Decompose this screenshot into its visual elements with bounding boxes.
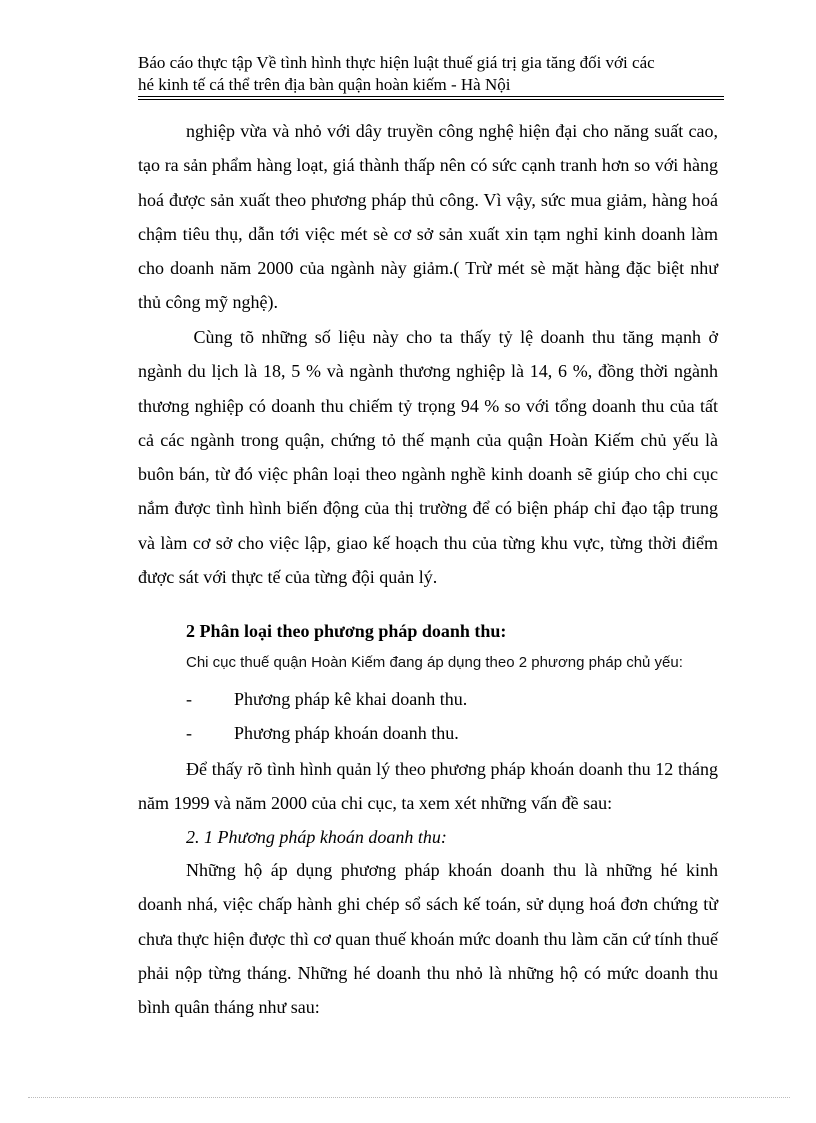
header-rule-top	[138, 96, 724, 97]
running-header	[138, 52, 724, 96]
header-line-2: hé kinh tế cá thể trên địa bàn quận hoàn kiếm - Hà Nội	[138, 75, 511, 94]
list-item-text: Phương pháp kê khai doanh thu.	[234, 689, 468, 709]
paragraph-1-text: nghiệp vừa và nhỏ với dây truyền công nghệ hiện đại cho năng suất cao, tạo ra sản phẩm hàng loạt, giá thành thấp nên có sức cạnh tranh hơn so với hàng hoá được sản xuất theo phương pháp thủ công. Vì vậy, sức mua giảm, hàng hoá chậm tiêu thụ, dẫn tới việc mét sè cơ sở sản xuất xin tạm nghỉ kinh doanh làm cho doanh năm 2000 của ngành này giảm.( Trừ mét sè mặt hàng đặc biệt như thủ công mỹ nghệ).	[138, 121, 718, 313]
paragraph-2-text: Cùng tõ những số liệu này cho ta thấy tỷ lệ doanh thu tăng mạnh ở ngành du lịch là 18, 5 % và ngành thương nghiệp là 14, 6 %, đồng thời ngành thương nghiệp có doanh thu chiếm tỷ trọng 94 % so với tổng doanh thu của tất cả các ngành trong quận, chứng tỏ thế mạnh của quận Hoàn Kiếm chủ yếu là buôn bán, từ đó việc phân loại theo ngành nghề kinh doanh sẽ giúp cho chi cục nắm được tình hình biến động của thị trường để có biện pháp chỉ đạo tập trung và làm cơ sở cho việc lập, giao kế hoạch thu của từng khu vực, từng thời điểm được sát với thực tế của từng đội quản lý.	[138, 327, 718, 588]
paragraph-method-overview	[138, 752, 718, 821]
paragraph-3-text: Để thấy rõ tình hình quản lý theo phương pháp khoán doanh thu 12 tháng năm 1999 và năm 2000 của chi cục, ta xem xét những vấn đề sau:	[138, 759, 718, 814]
section-intro: Chi cục thuế quận Hoàn Kiếm đang áp dụng theo 2 phương pháp chủ yếu:	[186, 654, 683, 671]
header-line-1: Báo cáo thực tập Về tình hình thực hiện luật thuế giá trị gia tăng đối với các	[138, 53, 655, 72]
paragraph-continuation	[138, 114, 718, 320]
bullet-dash: -	[186, 689, 192, 709]
paragraph-flat-revenue	[138, 853, 718, 1024]
bullet-dash: -	[186, 723, 192, 743]
list-item-text: Phương pháp khoán doanh thu.	[234, 723, 459, 743]
subsection-heading: 2. 1 Phương pháp khoán doanh thu:	[186, 827, 447, 847]
section-heading: 2 Phân loại theo phương pháp doanh thu:	[186, 621, 507, 641]
paragraph-4-text: Những hộ áp dụng phương pháp khoán doanh thu là những hé kinh doanh nhá, việc chấp hành ghi chép sổ sách kế toán, sử dụng hoá đơn chứng từ chưa thực hiện được thì cơ quan thuế khoán mức doanh thu làm căn cứ tính thuế phải nộp từng tháng. Những hé doanh thu nhỏ là những hộ có mức doanh thu bình quân tháng như sau:	[138, 860, 718, 1018]
header-rule-bottom	[138, 99, 724, 100]
page-bottom-dotted-rule	[28, 1097, 790, 1098]
paragraph-revenue-analysis	[138, 320, 718, 594]
